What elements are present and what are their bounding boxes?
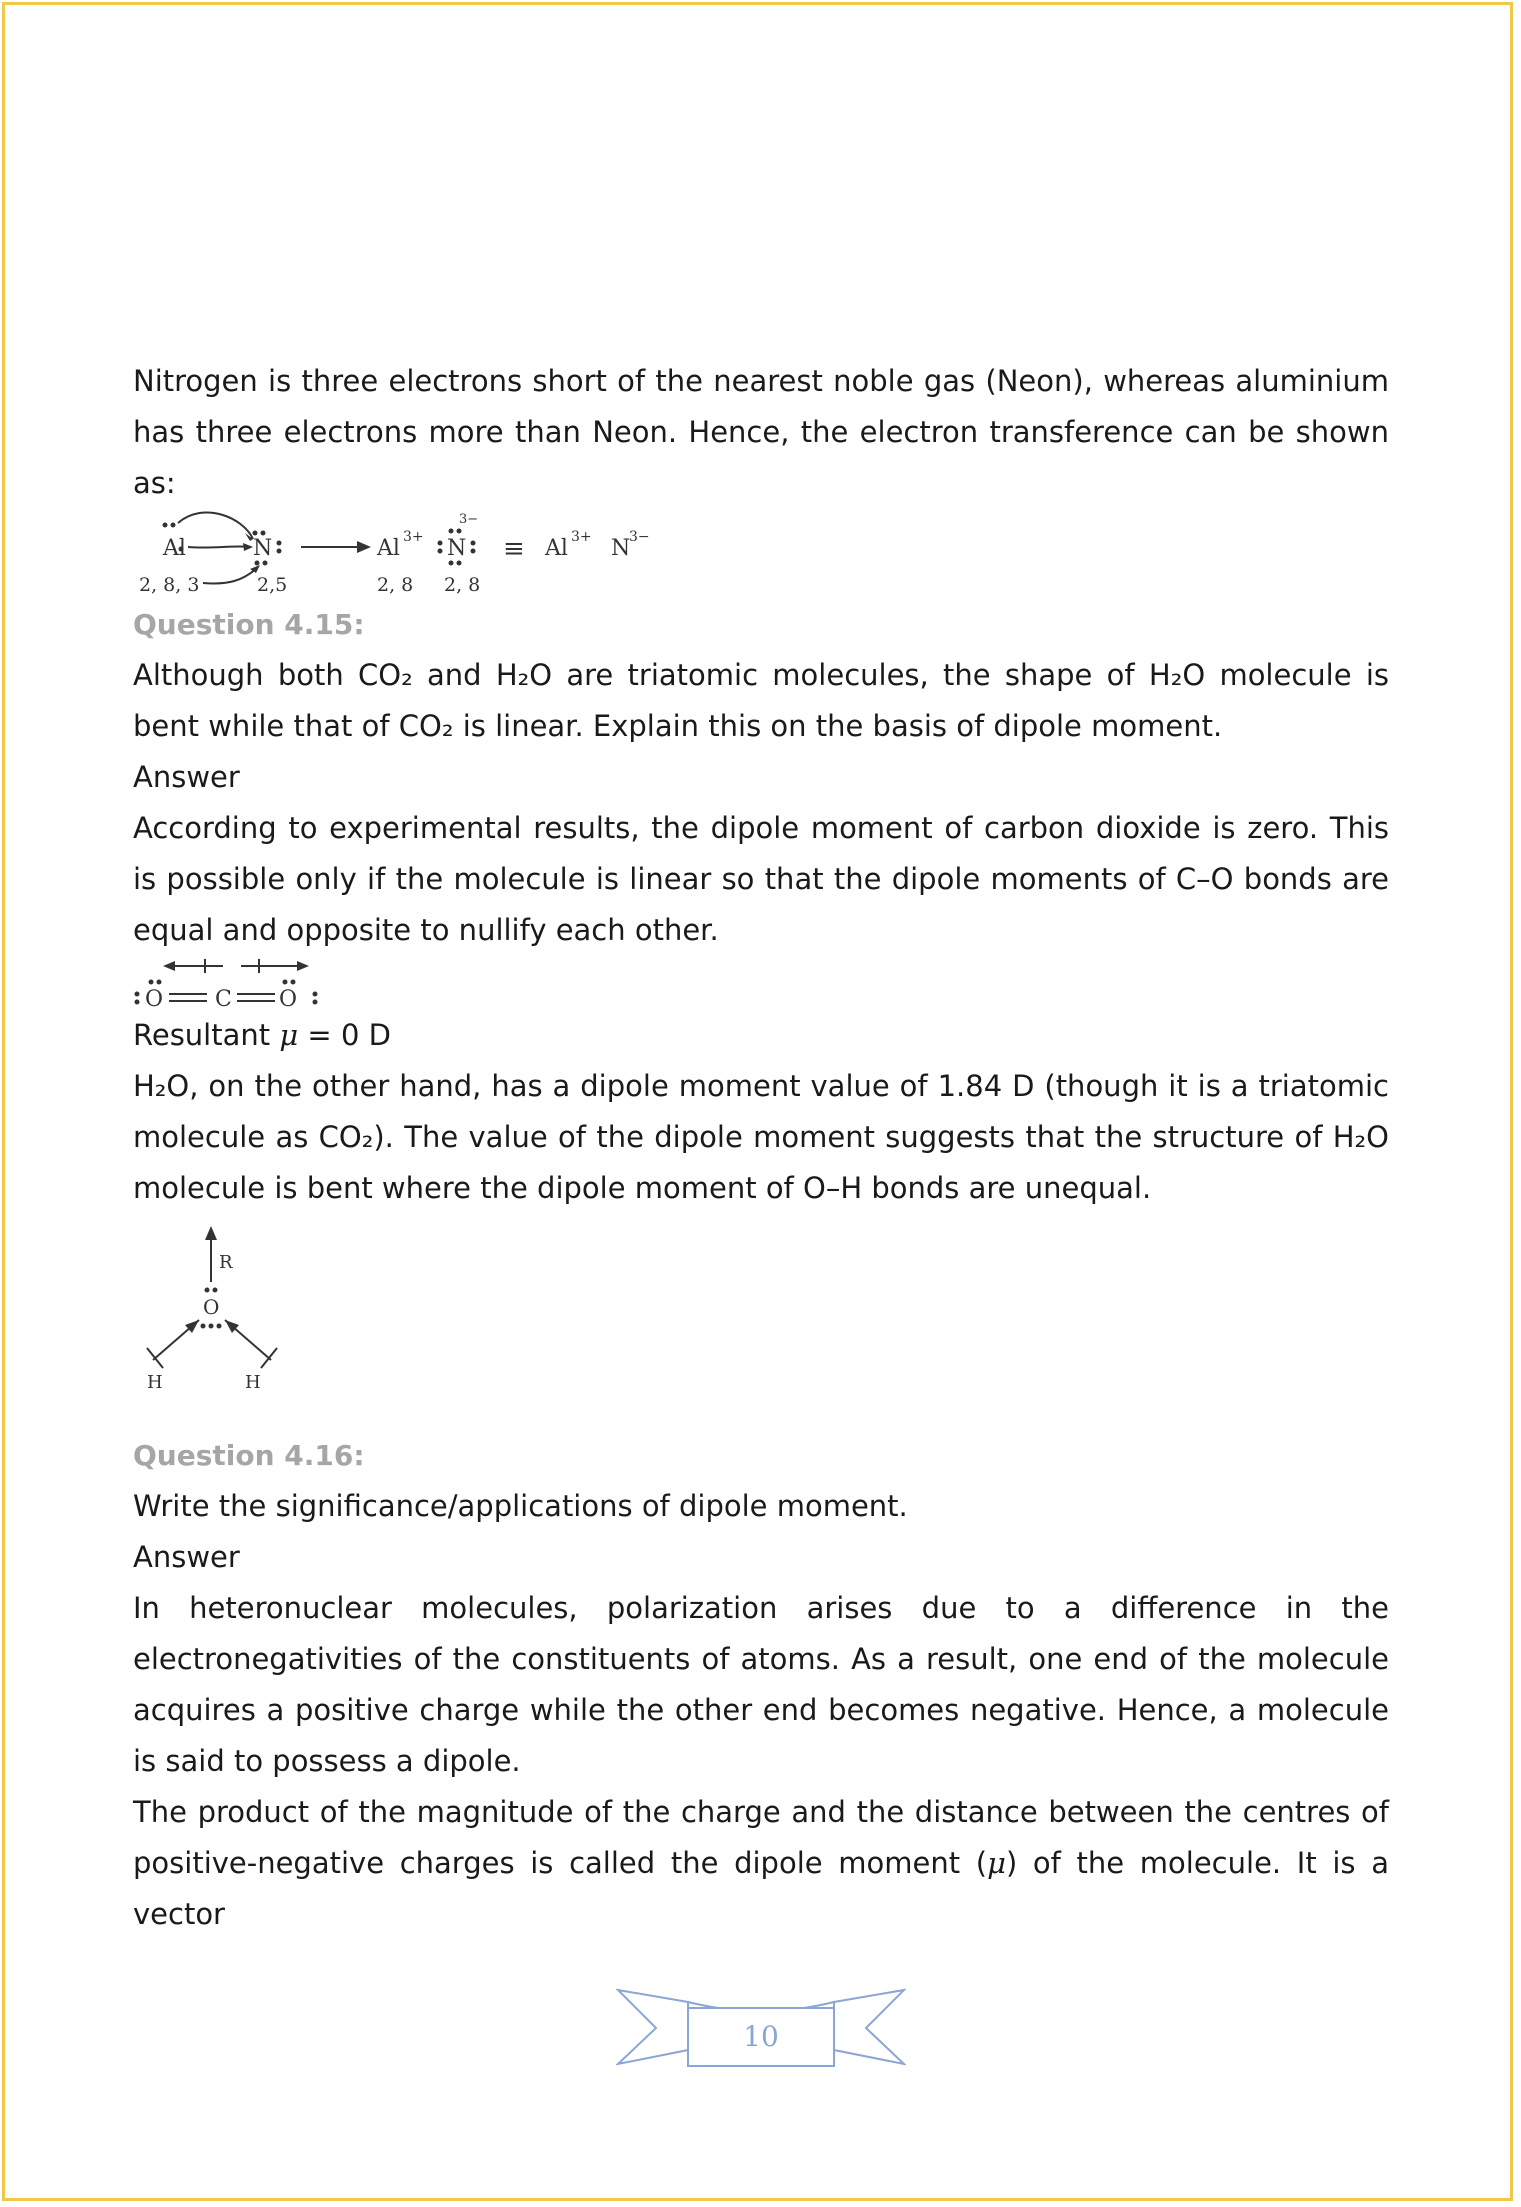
page-content — [133, 356, 1389, 1940]
figure-product-al-charge: 3+ — [571, 529, 592, 545]
svg-text:N: N — [447, 536, 467, 561]
svg-text:3+: 3+ — [403, 529, 424, 545]
figure-h2o-hydrogen-left: H — [147, 1372, 163, 1393]
svg-text:Al: Al — [163, 536, 186, 561]
answer-label-2: Answer — [133, 1540, 240, 1574]
answer-label: Answer — [133, 760, 240, 794]
figure-al-atom — [139, 523, 199, 597]
figure-al-ion — [376, 529, 424, 596]
svg-text:2, 8: 2, 8 — [377, 574, 414, 596]
figure-product-n-charge: 3− — [629, 529, 650, 545]
question-4-15-text: Although both CO₂ and H₂O are triatomic molecules, the shape of H₂O molecule is bent while that of CO₂ is linear. Explain this on the basis of dipole moment. — [133, 658, 1389, 743]
figure-h2o-dipole — [133, 1222, 293, 1398]
answer-4-15-paragraph-2: H₂O, on the other hand, has a dipole moment value of 1.84 D (though it is a triatomic molecule as CO₂). The value of the dipole moment suggests that the structure of H₂O molecule is bent where the dipole moment of O–H bonds are unequal. — [133, 1069, 1389, 1205]
figure-co2-carbon: C — [215, 987, 232, 1010]
figure-h2o-oxygen: O — [203, 1295, 220, 1319]
answer-4-16-paragraph-2: The product of the magnitude of the charge and the distance between the centres of positive-negative charges is called the dipole moment (μ) of the molecule. It is a vector — [133, 1795, 1389, 1931]
figure-n-atom — [253, 531, 288, 597]
question-4-15-label: Question 4.15: — [133, 608, 365, 641]
figure-h2o-hydrogen-right: H — [245, 1372, 261, 1393]
svg-text:2, 8: 2, 8 — [444, 574, 481, 596]
page-number: 10 — [743, 2020, 779, 2053]
paragraph-intro: Nitrogen is three electrons short of the nearest noble gas (Neon), whereas aluminium has three electrons more than Neon. Hence, the electron transference can be shown as: — [133, 364, 1389, 500]
answer-4-16-paragraph-1: In heteronuclear molecules, polarization arises due to a difference in the electronegativities of the constituents of atoms. As a result, one end of the molecule acquires a positive charge while the other end becomes negative. Hence, a molecule is said to possess a dipole. — [133, 1591, 1389, 1778]
svg-text:2, 8, 3: 2, 8, 3 — [139, 574, 200, 596]
svg-text:N: N — [253, 536, 273, 561]
figure-product-al: Al — [545, 536, 568, 561]
figure-aluminium-nitride-transfer — [133, 509, 693, 599]
figure-product-n: N — [611, 536, 631, 561]
svg-text:3−: 3− — [459, 512, 479, 527]
figure-co2-oxygen-left: O — [145, 987, 164, 1010]
question-4-16-label: Question 4.16: — [133, 1439, 365, 1472]
question-4-16-text: Write the significance/applications of dipole moment. — [133, 1489, 908, 1523]
figure-co2-oxygen-right: O — [279, 987, 298, 1010]
svg-text:Al: Al — [377, 536, 400, 561]
page-footer — [616, 1986, 906, 2070]
figure-h2o-resultant-label: R — [219, 1252, 233, 1273]
answer-4-15-paragraph-1: According to experimental results, the dipole moment of carbon dioxide is zero. This is possible only if the molecule is linear so that the dipole moments of C–O bonds are equal and opposite to nullify each other. — [133, 811, 1389, 947]
figure-equivalent-sign: ≡ — [503, 534, 525, 564]
figure-co2-dipole — [133, 956, 333, 1010]
figure-n-ion — [438, 512, 481, 596]
svg-text:2,5: 2,5 — [257, 574, 288, 596]
resultant-dipole: Resultant μ = 0 D — [133, 1018, 391, 1052]
